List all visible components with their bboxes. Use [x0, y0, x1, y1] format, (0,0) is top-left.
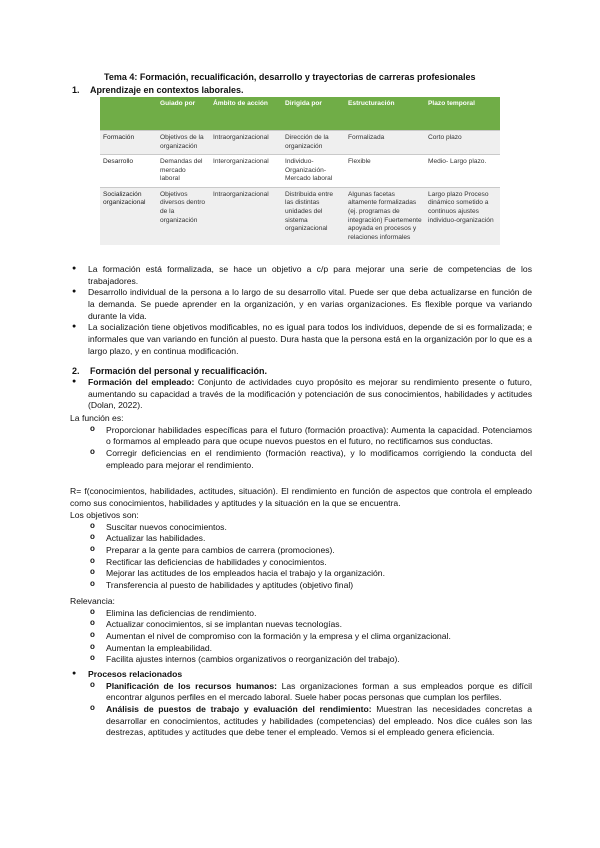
list-item: o Aumentan la empleabilidad.: [70, 643, 532, 655]
table-cell: Desarrollo: [100, 155, 157, 188]
section-1-heading: [72, 84, 244, 96]
list-item: o Preparar a la gente para cambios de carrera (promociones).: [70, 545, 532, 557]
funcion-label: La función es:: [70, 413, 124, 423]
table-header: Estructuración: [345, 97, 425, 131]
table-header: Dirigida por: [282, 97, 345, 131]
section-1-bullets: [70, 264, 532, 358]
section-2-number: 2.: [72, 366, 80, 376]
list-item: [70, 704, 532, 739]
formacion-label: Formación del empleado:: [88, 377, 195, 387]
list-item: o Suscitar nuevos conocimientos.: [70, 522, 532, 534]
list-item: o Corregir deficiencias en el rendimiento (formación reactiva), y lo modificamos corrigiendo la conducta del empleado para mejorar el rendimiento.: [70, 448, 532, 471]
proceso-title: Análisis de puestos de trabajo y evaluación del rendimiento:: [106, 704, 372, 715]
proceso-text: Muestran las necesidades concretas a desarrollar en conocimientos, actitudes y habilidades (competencias) del empleado. Nos dice cuáles son las destrezas, aptitudes y actitudes que debe tener el empleado. Vemos si el empleado genera eficiencia.: [106, 704, 532, 738]
relevancia-label: Relevancia:: [70, 596, 115, 606]
section-2-heading: [72, 365, 267, 377]
table-cell: Intraorganizacional: [210, 131, 282, 155]
list-item: ● La formación está formalizada, se hace un objetivo a c/p para mejorar una serie de competencias de los trabajadores.: [70, 264, 532, 287]
table-cell: Intraorganizacional: [210, 187, 282, 245]
table-header: [100, 97, 157, 131]
procesos-section: [70, 669, 532, 739]
proceso-text: Las organizaciones forman a sus empleados porque es difícil encontrar algunos perfiles en el mercado laboral. Suele haber pocas personas que cumplan los perfiles.: [106, 680, 532, 703]
list-item: o Aumentan el nivel de compromiso con la formación y la empresa y el clima organizacional.: [70, 631, 532, 643]
table-cell: Demandas del mercado laboral: [157, 155, 210, 188]
list-item: o Rectificar las deficiencias de habilidades y conocimientos.: [70, 557, 532, 569]
table-cell: Medio- Largo plazo.: [425, 155, 500, 188]
formacion-empleado: [70, 377, 532, 412]
list-item: ● Desarrollo individual de la persona a lo largo de su desarrollo vital. Puede ser que deba actualizarse en función de la demanda. Se puede aprender en la organización, y en varias organizaciones. Es flexible porque va variando durante la vida.: [70, 287, 532, 322]
section-1-number: 1.: [72, 85, 80, 95]
list-item: o Elimina las deficiencias de rendimiento.: [70, 608, 532, 620]
table-row: [100, 187, 500, 245]
table-cell: Distribuida entre las distintas unidades del sistema organizacional: [282, 187, 345, 245]
table-cell: Formación: [100, 131, 157, 155]
funcion-section: [70, 413, 532, 471]
list-item: o Proporcionar habilidades específicas para el futuro (formación proactiva): Aumenta la capacidad. Potenciamos o formamos al empleado para que ocupe nuevos puestos en el futuro, no rectificamos sus conductas.: [70, 425, 532, 448]
table-cell: Largo plazo Proceso dinámico sometido a continuos ajustes individuo-organización: [425, 187, 500, 245]
list-item: o Transferencia al puesto de habilidades y aptitudes (objetivo final): [70, 580, 532, 592]
table-cell: Individuo-Organización-Mercado laboral: [282, 155, 345, 188]
table-row: [100, 131, 500, 155]
table-header-row: [100, 97, 500, 131]
objetivos-label: Los objetivos son:: [70, 510, 139, 520]
table-cell: Socialización organizacional: [100, 187, 157, 245]
table-cell: Objetivos de la organización: [157, 131, 210, 155]
table-row: [100, 155, 500, 188]
table-header: Ámbito de acción: [210, 97, 282, 131]
relevancia-section: [70, 596, 532, 666]
formula-paragraph: R= f(conocimientos, habilidades, actitudes, situación). El rendimiento en función de aspectos que controla el empleado como sus conocimientos, habilidades y aptitudes y la situación en la que se encuentra.: [70, 486, 532, 508]
table-cell: Interorganizacional: [210, 155, 282, 188]
table-cell: Objetivos diversos dentro de la organización: [157, 187, 210, 245]
list-item: o Mejorar las actitudes de los empleados hacia el trabajo y la organización.: [70, 568, 532, 580]
section-2-title: Formación del personal y recualificación.: [90, 366, 268, 376]
table-cell: Dirección de la organización: [282, 131, 345, 155]
comparison-table: [100, 97, 500, 245]
table-cell: Flexible: [345, 155, 425, 188]
list-item: ● La socialización tiene objetivos modificables, no es igual para todos los individuos, depende de si es formalizada; e informales que van variando en función al puesto. Dura hasta que la persona está en la organización por lo que es a largo plazo, y en continua modificación.: [70, 322, 532, 357]
table-header: Guiado por: [157, 97, 210, 131]
list-item: o Actualizar conocimientos, si se implantan nuevas tecnologías.: [70, 619, 532, 631]
proceso-title: Planificación de los recursos humanos:: [106, 680, 278, 691]
list-item: [70, 377, 532, 412]
table-cell: Algunas facetas altamente formalizadas (ej. programas de integración) Fuertemente apoyada en procesos y relaciones informales: [345, 187, 425, 245]
list-item: [70, 681, 532, 704]
list-item: o Actualizar las habilidades.: [70, 533, 532, 545]
table-header: Plazo temporal: [425, 97, 500, 131]
procesos-label: ● Procesos relacionados: [70, 669, 532, 681]
objetivos-section: [70, 510, 532, 592]
table-cell: Corto plazo: [425, 131, 500, 155]
table-cell: Formalizada: [345, 131, 425, 155]
section-1-title: Aprendizaje en contextos laborales.: [90, 85, 244, 95]
list-item: o Facilita ajustes internos (cambios organizativos o reorganización del trabajo).: [70, 654, 532, 666]
formacion-text: Conjunto de actividades cuyo propósito es mejorar su rendimiento presente o futuro, aumentando su capacidad a través de la modificación y potenciación de sus conocimientos, habilidades y actitudes (Dolan, 2022).: [88, 377, 532, 411]
document-title: Tema 4: Formación, recualificación, desarrollo y trayectorias de carreras profesionales: [104, 72, 476, 82]
